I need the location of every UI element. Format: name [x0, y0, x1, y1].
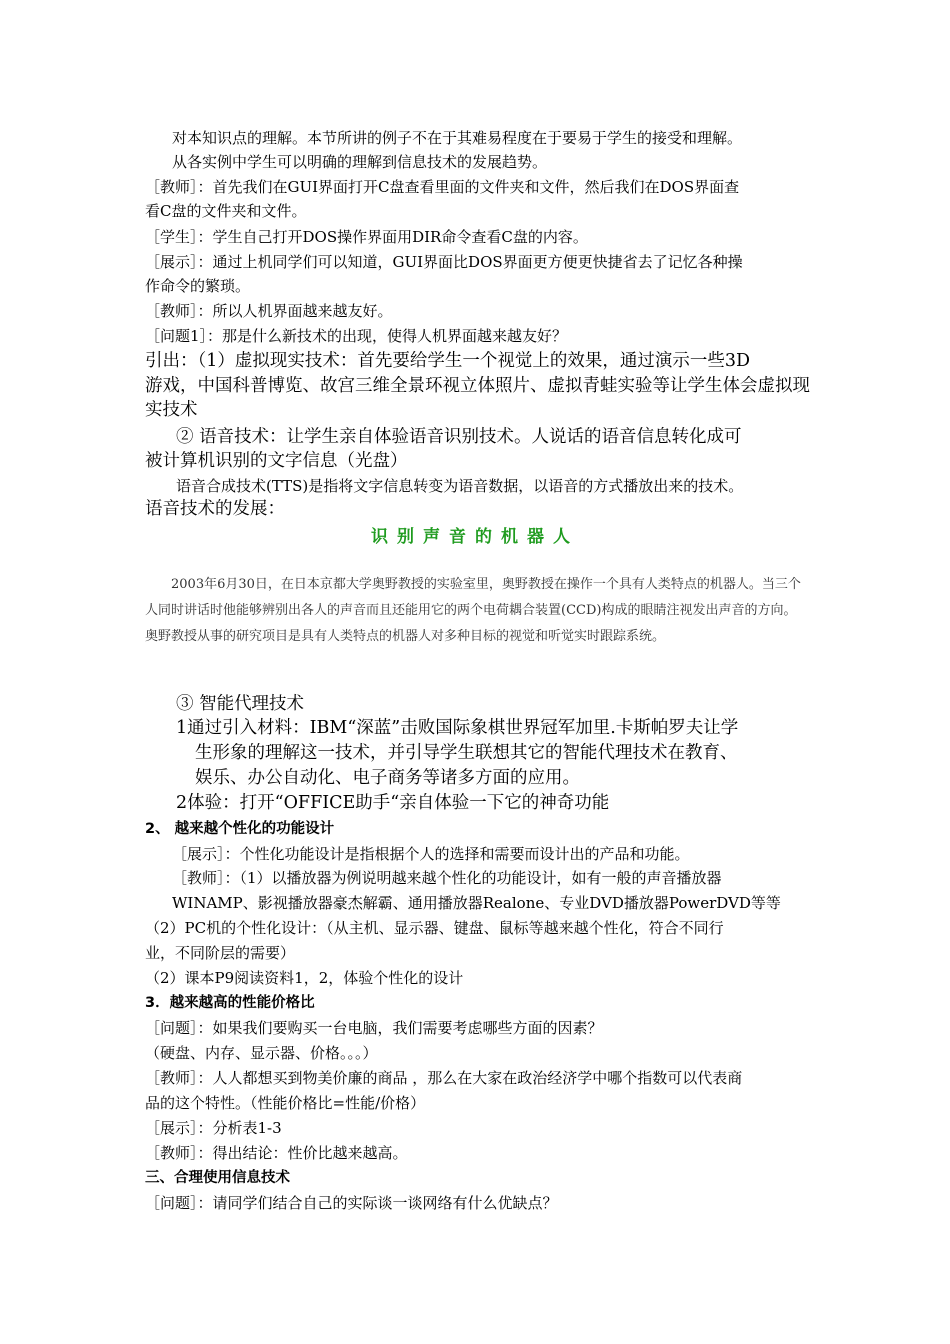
text-line: （2）课本P9阅读资料1，2，体验个性化的设计 — [145, 969, 464, 987]
text-line: ［展示］：分析表1-3 — [145, 1119, 282, 1137]
news-title: 识别声音的机器人 — [371, 527, 579, 547]
text-line: 2体验：打开“OFFICE助手“亲自体验一下它的神奇功能 — [176, 793, 610, 813]
text-line: ［教师］：首先我们在GUI界面打开C盘查看里面的文件夹和文件，然后我们在DOS界面查 — [145, 178, 740, 196]
text-line: 实技术 — [145, 400, 198, 420]
text-line: 娱乐、办公自动化、电子商务等诸多方面的应用。 — [195, 768, 580, 788]
text-line: 引出：（1）虚拟现实技术：首先要给学生一个视觉上的效果，通过演示一些3D — [145, 351, 751, 371]
text-line: WINAMP、影视播放器豪杰解霸、通用播放器Realone、专业DVD播放器PowerDVD等等 — [172, 894, 781, 912]
text-line: 对本知识点的理解。本节所讲的例子不在于其难易程度在于要易于学生的接受和理解。 — [172, 129, 743, 147]
text-line: 从各实例中学生可以明确的理解到信息技术的发展趋势。 — [172, 153, 548, 171]
section-heading: 三、合理使用信息技术 — [145, 1170, 290, 1186]
text-line: 品的这个特性。（性能价格比=性能/价格） — [145, 1094, 426, 1112]
text-line: 被计算机识别的文字信息（光盘） — [145, 451, 408, 471]
text-line: 语音合成技术(TTS)是指将文字信息转变为语音数据，以语音的方式播放出来的技术。 — [176, 477, 744, 495]
text-line: ［教师］：所以人机界面越来越友好。 — [145, 302, 393, 320]
text-line: ［问题1］：那是什么新技术的出现，使得人机界面越来越友好？ — [145, 327, 568, 345]
text-line: （硬盘、内存、显示器、价格。。。） — [145, 1044, 378, 1062]
news-paragraph: 2003年6月30日，在日本京都大学奥野教授的实验室里，奥野教授在操作一个具有人类特点的机器人。当三个人同时讲话时他能够辨别出各人的声音而且还能用它的两个电荷耦合装置(CCD)构成的眼睛注视发出声音的方向。奥野教授从事的研究项目是具有人类特点的机器人对多种目标的视觉和听觉实时跟踪系统。 — [145, 577, 801, 644]
text-line: （2）PC机的个性化设计：（从主机、显示器、键盘、鼠标等越来越个性化，符合不同行 — [145, 919, 724, 937]
text-line: ［问题］：请同学们结合自己的实际谈一谈网络有什么优缺点？ — [145, 1194, 558, 1212]
section-heading: 3．越来越高的性能价格比 — [145, 995, 315, 1011]
text-line: 语音技术的发展： — [145, 499, 285, 519]
text-line: ［展示］：通过上机同学们可以知道，GUI界面比DOS界面更方便更快捷省去了记忆各种操 — [145, 253, 743, 271]
text-line: ［问题］：如果我们要购买一台电脑，我们需要考虑哪些方面的因素？ — [145, 1019, 603, 1037]
text-line: 业，不同阶层的需要） — [145, 944, 296, 962]
text-line: 游戏，中国科普博览、故宫三维全景环视立体照片、虚拟青蛙实验等让学生体会虚拟现 — [145, 376, 810, 396]
text-line: 作命令的繁琐。 — [145, 277, 251, 295]
text-line: ② 语音技术：让学生亲自体验语音识别技术。人说话的语音信息转化成可 — [176, 427, 742, 447]
text-line: ③ 智能代理技术 — [176, 694, 305, 714]
text-line: 生形象的理解这一技术，并引导学生联想其它的智能代理技术在教育、 — [195, 743, 738, 763]
text-line: ［教师］：得出结论：性价比越来越高。 — [145, 1144, 408, 1162]
text-line: 1通过引入材料：IBM“深蓝”击败国际象棋世界冠军加里.卡斯帕罗夫让学 — [176, 718, 739, 738]
text-line: 看C盘的文件夹和文件。 — [145, 202, 307, 220]
section-heading: 2、 越来越个性化的功能设计 — [145, 821, 335, 837]
text-line: ［学生］：学生自己打开DOS操作界面用DIR命令查看C盘的内容。 — [145, 228, 588, 246]
text-line: ［展示］：个性化功能设计是指根据个人的选择和需要而设计出的产品和功能。 — [172, 845, 690, 863]
text-line: ［教师］：（1）以播放器为例说明越来越个性化的功能设计，如有一般的声音播放器 — [172, 869, 722, 887]
text-line: ［教师］：人人都想买到物美价廉的商品 ，那么在大家在政治经济学中哪个指数可以代表商 — [145, 1069, 743, 1087]
